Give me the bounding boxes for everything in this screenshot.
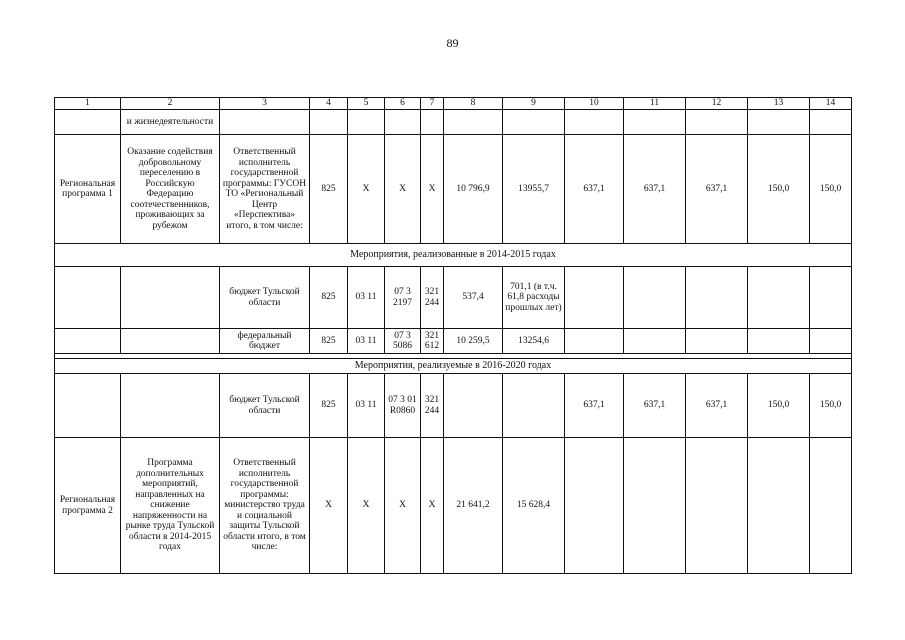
table-cell: 150,0 xyxy=(810,135,852,244)
table-cell: 637,1 xyxy=(624,135,686,244)
table-cell xyxy=(565,267,624,329)
program-name-cell: Региональная программа 2 xyxy=(55,438,121,574)
table-cell: Х xyxy=(310,438,348,574)
header-cell: 3 xyxy=(220,98,310,110)
table-cell xyxy=(565,329,624,354)
table-cell: 150,0 xyxy=(748,374,810,438)
header-cell: 2 xyxy=(121,98,220,110)
table-cell: 825 xyxy=(310,374,348,438)
table-cell: 10 259,5 xyxy=(444,329,503,354)
table-cell: 150,0 xyxy=(810,374,852,438)
table-cell xyxy=(565,438,624,574)
table-cell xyxy=(385,110,421,135)
table-cell: 637,1 xyxy=(565,135,624,244)
table-cell: 637,1 xyxy=(565,374,624,438)
table-cell: 537,4 xyxy=(444,267,503,329)
table-cell: 150,0 xyxy=(748,135,810,244)
executor-cell: Ответственный исполнитель государственной программы: министерство труда и социальной защиты Тульской области итого, в том числе: xyxy=(220,438,310,574)
header-cell: 6 xyxy=(385,98,421,110)
table-cell xyxy=(421,110,444,135)
table-cell xyxy=(503,374,565,438)
page-number: 89 xyxy=(446,36,459,50)
table-cell: 825 xyxy=(310,329,348,354)
table-cell: 825 xyxy=(310,135,348,244)
header-cell: 1 xyxy=(55,98,121,110)
table-cell: Х xyxy=(348,438,385,574)
section-row xyxy=(55,244,852,267)
budget-row xyxy=(55,374,852,438)
table-cell: 07 3 2197 xyxy=(385,267,421,329)
continuation-row xyxy=(55,110,852,135)
table-cell xyxy=(121,267,220,329)
table-cell: 637,1 xyxy=(686,135,748,244)
table-cell xyxy=(55,110,121,135)
program-description-cell: Оказание содействия добровольному переселению в Российскую Федерацию соотечественников, проживающих за рубежом xyxy=(121,135,220,244)
table-cell xyxy=(55,374,121,438)
program-1-row xyxy=(55,135,852,244)
table-cell xyxy=(348,110,385,135)
table-cell xyxy=(686,438,748,574)
table-cell: Х xyxy=(385,438,421,574)
table-cell xyxy=(503,110,565,135)
table-cell: 701,1 (в т.ч. 61,8 расходы прошлых лет) xyxy=(503,267,565,329)
header-cell: 12 xyxy=(686,98,748,110)
executor-cell: бюджет Тульской области xyxy=(220,267,310,329)
table-cell xyxy=(55,267,121,329)
table-cell: и жизнедеятельности xyxy=(121,110,220,135)
executor-cell: федеральный бюджет xyxy=(220,329,310,354)
header-cell: 7 xyxy=(421,98,444,110)
table-cell: 07 3 5086 xyxy=(385,329,421,354)
table-cell: 03 11 xyxy=(348,329,385,354)
header-row xyxy=(55,98,852,110)
table-cell: Х xyxy=(348,135,385,244)
header-cell: 4 xyxy=(310,98,348,110)
table-cell xyxy=(310,110,348,135)
table-cell: 637,1 xyxy=(686,374,748,438)
federal-budget-row xyxy=(55,329,852,354)
header-cell: 8 xyxy=(444,98,503,110)
header-cell: 14 xyxy=(810,98,852,110)
header-cell: 13 xyxy=(748,98,810,110)
table-cell xyxy=(121,329,220,354)
table-cell xyxy=(686,329,748,354)
header-cell: 10 xyxy=(565,98,624,110)
section-title: Мероприятия, реализованные в 2014-2015 годах xyxy=(55,244,852,267)
table-cell: 03 11 xyxy=(348,267,385,329)
table-cell: 321 612 xyxy=(421,329,444,354)
table-cell: 13254,6 xyxy=(503,329,565,354)
budget-table xyxy=(54,97,852,574)
program-2-row xyxy=(55,438,852,574)
table-cell: 13955,7 xyxy=(503,135,565,244)
header-cell: 11 xyxy=(624,98,686,110)
header-cell: 5 xyxy=(348,98,385,110)
table-cell xyxy=(686,110,748,135)
table-cell xyxy=(810,110,852,135)
table-cell xyxy=(748,438,810,574)
table-cell xyxy=(444,110,503,135)
table-cell xyxy=(810,267,852,329)
table-cell: 15 628,4 xyxy=(503,438,565,574)
table-cell: 825 xyxy=(310,267,348,329)
table-cell xyxy=(748,329,810,354)
table-cell xyxy=(624,438,686,574)
table-cell xyxy=(565,110,624,135)
table-cell: 321 244 xyxy=(421,267,444,329)
table-cell: 10 796,9 xyxy=(444,135,503,244)
table-cell xyxy=(624,267,686,329)
table-cell: 03 11 xyxy=(348,374,385,438)
executor-cell: бюджет Тульской области xyxy=(220,374,310,438)
table-cell xyxy=(121,374,220,438)
table-cell xyxy=(624,110,686,135)
table-cell: 07 3 01 R0860 xyxy=(385,374,421,438)
table-cell: 321 244 xyxy=(421,374,444,438)
table-cell xyxy=(748,267,810,329)
program-name-cell: Региональная программа 1 xyxy=(55,135,121,244)
table-cell xyxy=(810,438,852,574)
table-cell: 21 641,2 xyxy=(444,438,503,574)
executor-cell: Ответственный исполнитель государственной программы: ГУСОН ТО «Региональный Центр «Перспектива» итого, в том числе: xyxy=(220,135,310,244)
table-cell xyxy=(686,267,748,329)
header-cell: 9 xyxy=(503,98,565,110)
table-cell xyxy=(220,110,310,135)
table-cell xyxy=(810,329,852,354)
section-title: Мероприятия, реализуемые в 2016-2020 годах xyxy=(55,359,852,374)
table-cell xyxy=(624,329,686,354)
table-cell: Х xyxy=(385,135,421,244)
table-cell: 637,1 xyxy=(624,374,686,438)
budget-row xyxy=(55,267,852,329)
table-cell: Х xyxy=(421,135,444,244)
table-cell xyxy=(55,329,121,354)
table-cell xyxy=(444,374,503,438)
table-cell: Х xyxy=(421,438,444,574)
section-row xyxy=(55,359,852,374)
program-description-cell: Программа дополнительных мероприятий, направленных на снижение напряженности на рынке труда Тульской области в 2014-2015 годах xyxy=(121,438,220,574)
table-cell xyxy=(748,110,810,135)
